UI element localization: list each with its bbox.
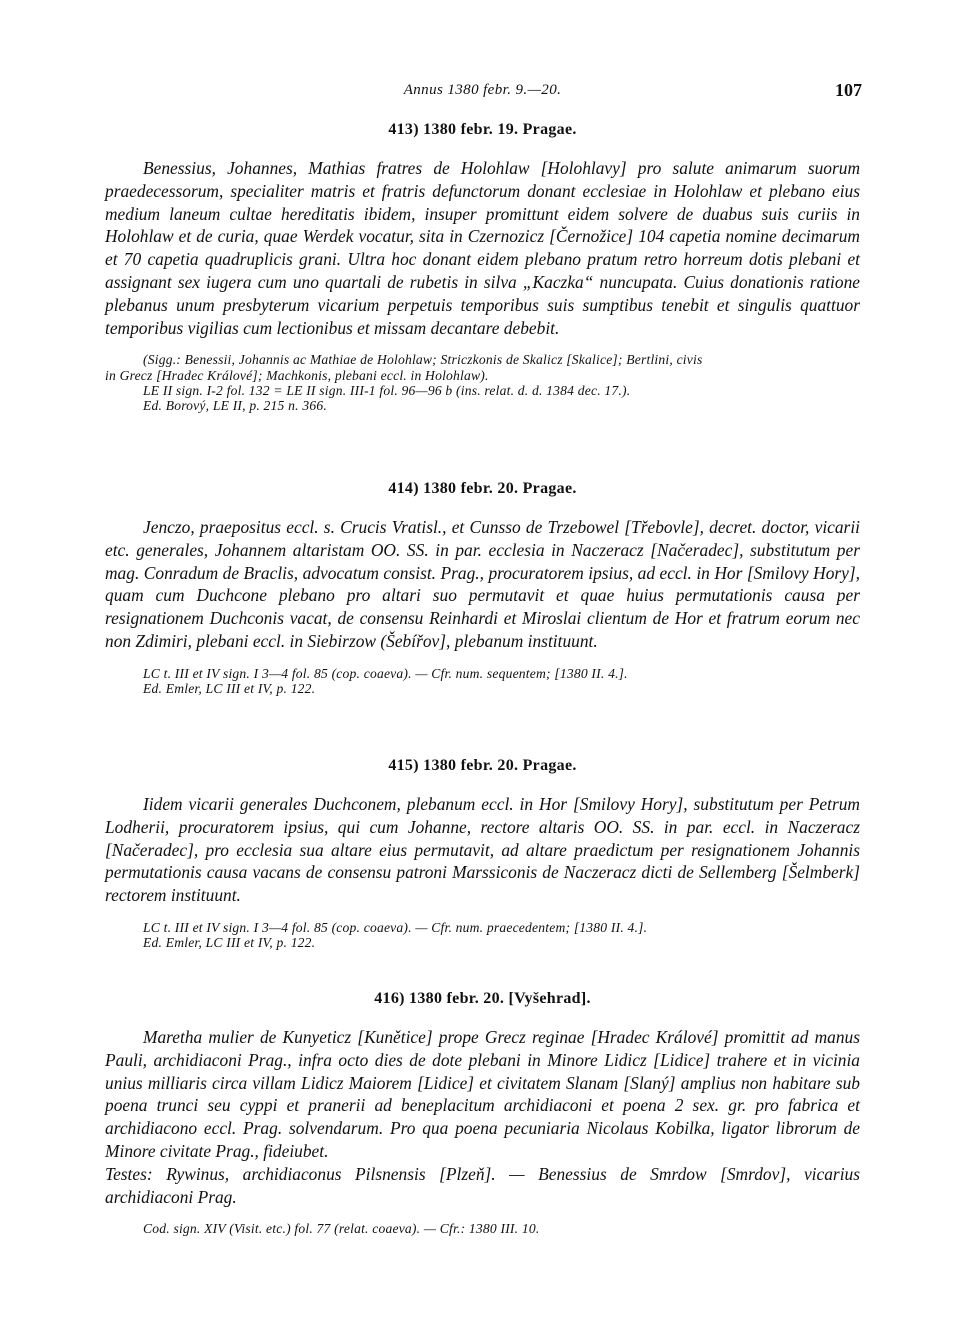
- note-line: LE II sign. I-2 fol. 132 = LE II sign. III-1 fol. 96—96 b (ins. relat. d. d. 1384 dec. 17.).: [143, 382, 631, 398]
- entry-heading: 416) 1380 febr. 20. [Vyšehrad].: [374, 990, 591, 1007]
- entry-notes: [105, 352, 860, 413]
- running-head: [105, 82, 860, 104]
- entry-heading: 413) 1380 febr. 19. Pragae.: [388, 121, 577, 138]
- entry-416: [105, 990, 860, 1237]
- page-number: 107: [835, 80, 862, 100]
- entry-413: [105, 121, 860, 413]
- entry-heading: 415) 1380 febr. 20. Pragae.: [388, 757, 577, 774]
- entry-regest: Iidem vicarii generales Duchconem, plebanum eccl. in Hor [Smilovy Hory], substitutum per Petrum Lodherii, procuratorem ipsius, qui cum Johanne, rectore altaris OO. SS. in par. eccl. in Naczeracz [Načeradec], pro ecclesia sua altare eius permutavit, ad altare praedictum per resignationem Johannis permutationis causa vacans de consensu patroni Marssiconis de Naczeracz dicti de Sellemberg [Šelmberk] rectorem instituunt.: [105, 794, 860, 906]
- entry-regest: Maretha mulier de Kunyeticz [Kunětice] prope Grecz reginae [Hradec Králové] promittit ad manus Pauli, archidiaconi Prag., infra octo dies de dote plebani in Minore Lidicz [Lidice] trahere et in vicinia unius milliaris circa villam Lidicz Maiorem [Lidice] et civitatem Slanam [Slaný] amplius non habitare sub poena trunci seu cyppi et pranerii ad beneplacitum archidiaconi et poena 2 sex. gr. pro fabrica et archidiacono eccl. Prag. solvendarum. Pro qua poena pecuniaria Nicolaus Kobilka, ligator librorum de Minore civitate Prag., fideiubet.: [105, 1027, 860, 1161]
- note-line: Cod. sign. XIV (Visit. etc.) fol. 77 (relat. coaeva). — Cfr.: 1380 III. 10.: [143, 1221, 540, 1237]
- note-line: (Sigg.: Benessii, Johannis ac Mathiae de Holohlaw; Striczkonis de Skalicz [Skalice]; Bertlini, civis: [143, 352, 703, 368]
- entry-witnesses: Testes: Rywinus, archidiaconus Pilsnensis [Plzeň]. — Benessius de Smrdow [Smrdov], vicarius archidiaconi Prag.: [105, 1163, 860, 1207]
- entry-regest: Jenczo, praepositus eccl. s. Crucis Vratisl., et Cunsso de Trzebowel [Třebovle], decret. doctor, vicarii etc. generales, Johannem altaristam OO. SS. in par. ecclesia in Naczeracz [Načeradec], substitutum per mag. Conradum de Braclis, advocatum consist. Prag., procuratorem ipsius, ad eccl. in Hor [Smilovy Hory], quam cum Duchcone plebano pro altari suo permutavit et quae huius permutationis causa per resignationem Duchconis vacat, de consensu Reinhardi et Miroslai clientum de Hor et fratrum eorum nec non Zdimiri, plebani eccl. in Siebirzow (Šebířov], plebanum instituunt.: [105, 517, 860, 651]
- note-line: Ed. Emler, LC III et IV, p. 122.: [143, 680, 316, 696]
- note-line: Ed. Borový, LE II, p. 215 n. 366.: [143, 397, 327, 413]
- note-line: LC t. III et IV sign. I 3—4 fol. 85 (cop. coaeva). — Cfr. num. sequentem; [1380 II. 4.].: [143, 665, 628, 681]
- entry-heading: 414) 1380 febr. 20. Pragae.: [388, 480, 577, 497]
- entry-notes: [105, 920, 860, 950]
- note-line: in Grecz [Hradec Králové]; Machkonis, plebani eccl. in Holohlaw).: [105, 367, 489, 383]
- entry-414: [105, 480, 860, 696]
- note-line: LC t. III et IV sign. I 3—4 fol. 85 (cop. coaeva). — Cfr. num. praecedentem; [1380 II. 4.].: [143, 919, 648, 935]
- note-line: Ed. Emler, LC III et IV, p. 122.: [143, 935, 316, 951]
- entry-notes: [105, 1221, 860, 1236]
- entry-notes: [105, 666, 860, 696]
- running-title: Annus 1380 febr. 9.—20.: [403, 82, 562, 98]
- entry-415: [105, 757, 860, 950]
- entry-regest: Benessius, Johannes, Mathias fratres de Holohlaw [Holohlavy] pro salute animarum suorum praedecessorum, specialiter matris et fratris defunctorum donant ecclesiae in Holohlaw et plebano eius medium laneum cultae hereditatis ibidem, insuper promittunt eidem solvere de duabus suis curiis in Holohlaw et de curia, quae Werdek vocatur, sita in Czernozicz [Černožice] 104 capetia nomine decimarum et 70 capetia quadruplicis grani. Ultra hoc donant eidem plebano pratum retro horreum dotis plebani et assignant sex iugera cum uno quartali de rubetis in silva „Kaczka“ nuncupata. Cuius donationis ratione plebanus unum presbyterum vicarium perpetuis temporibus suis sumptibus tenebit et singulis quattuor temporibus vigilias cum lectionibus et missam decantare debebit.: [105, 158, 860, 338]
